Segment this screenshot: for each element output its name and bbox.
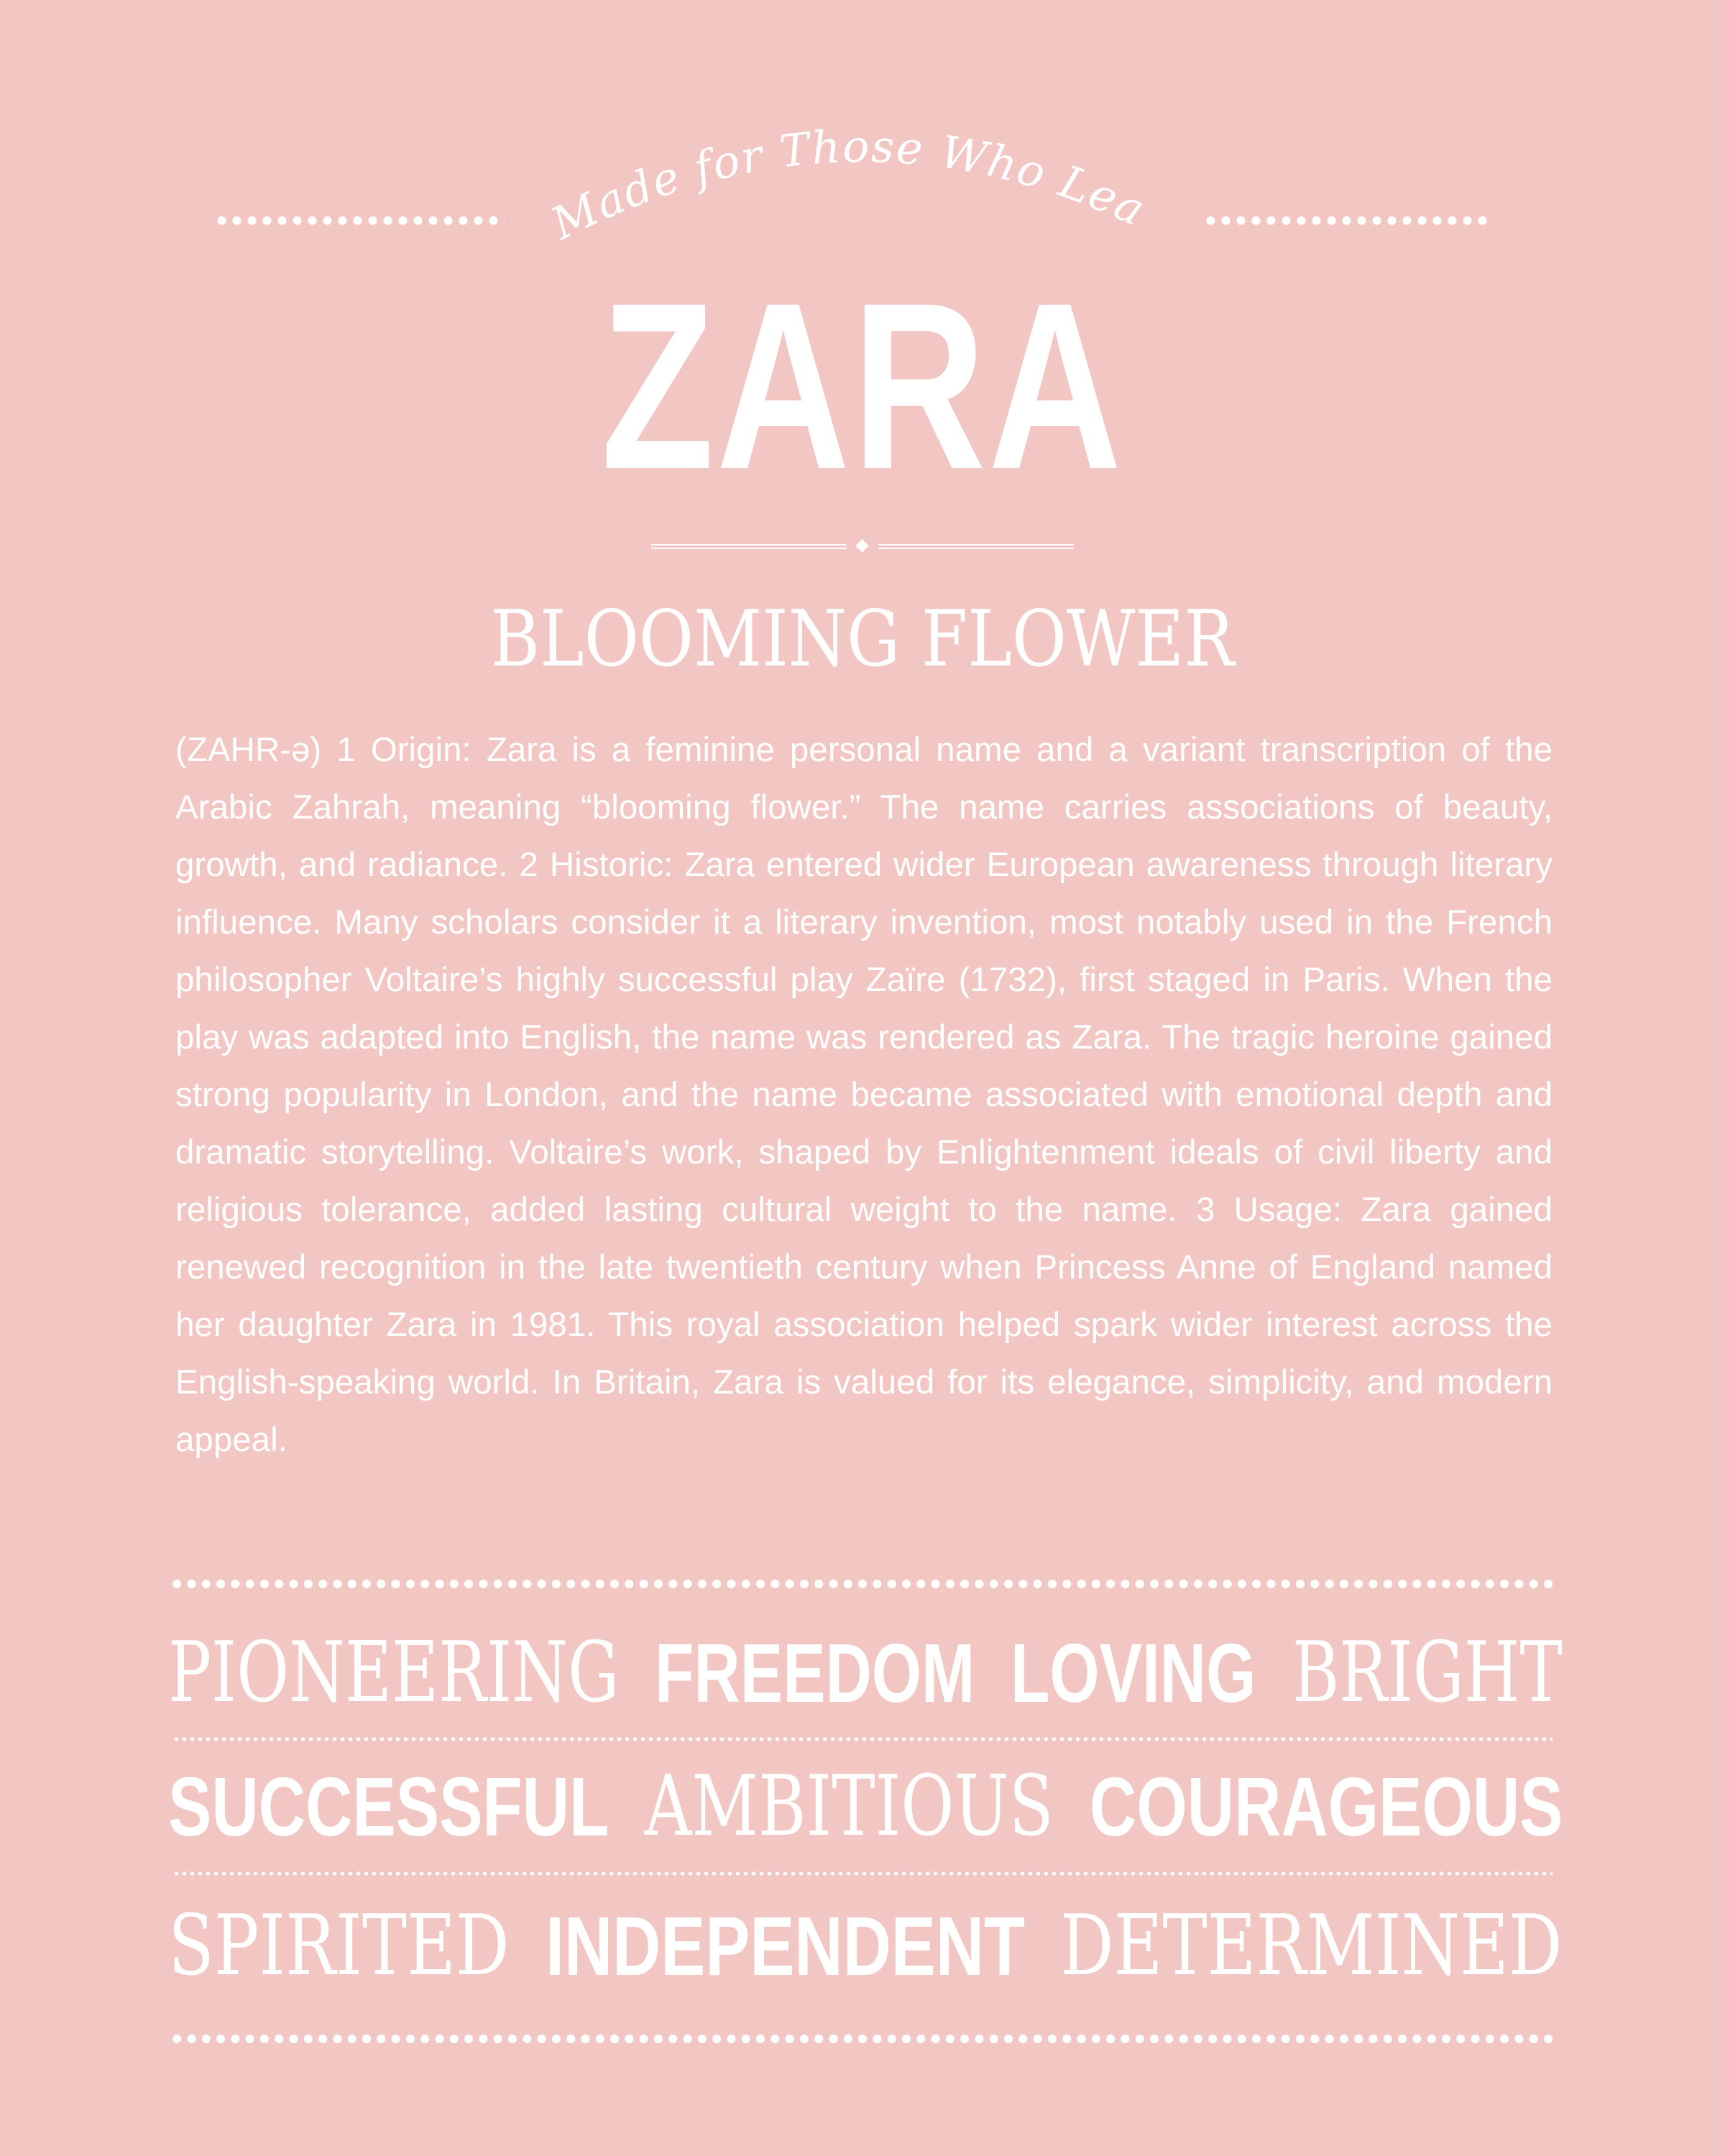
dotted-rule-right <box>1203 216 1494 226</box>
dotted-separator-1 <box>172 1737 1552 1741</box>
tagline: Made for Those Who Lead <box>531 73 1154 250</box>
trait-word: DETERMINED <box>1060 1897 1563 1994</box>
trait-word: PIONEERING <box>168 1624 620 1721</box>
name-description: (ZAHR-ə) 1 Origin: Zara is a feminine personal name and a variant transcription of the Arabic Zahrah, meaning “blooming flower.” The name carries associations of beauty, growth, and radiance. 2 Historic: Zara entered wider European awareness through literary influence. Many scholars consider it a literary invention, most notably used in the French philosopher Voltaire’s highly successful play Zaïre (1732), first staged in Paris. When the play was adapted into English, the name was rendered as Zara. The tragic heroine gained strong popularity in London, and the name became associated with emotional depth and dramatic storytelling. Voltaire’s work, shaped by Enlightenment ideals of civil liberty and religious tolerance, added lasting cultural weight to the name. 3 Usage: Zara gained renewed recognition in the late twentieth century when Princess Anne of England named her daughter Zara in 1981. This royal association helped spark wider interest across the English-speaking world. In Britain, Zara is valued for its elegance, simplicity, and modern appeal. <box>175 731 1552 1459</box>
diamond-icon <box>855 539 868 552</box>
trait-word: FREEDOM <box>655 1626 975 1720</box>
dotted-rule-top <box>170 1579 1557 1589</box>
dotted-rule-left <box>214 216 505 226</box>
trait-word: AMBITIOUS <box>645 1758 1054 1855</box>
traits-row-2 <box>168 1758 1563 1855</box>
trait-word: SPIRITED <box>168 1897 510 1994</box>
trait-word: BRIGHT <box>1292 1624 1563 1721</box>
dotted-rule-bottom <box>170 2034 1557 2044</box>
trait-word: INDEPENDENT <box>545 1899 1025 1993</box>
tagline-row <box>0 73 1725 250</box>
ornament-divider <box>651 540 1074 558</box>
ornament-line-right <box>878 544 1074 549</box>
tagline-text <box>531 73 1154 250</box>
traits-row-1 <box>168 1624 1563 1721</box>
trait-word: SUCCESSFUL <box>168 1760 610 1853</box>
traits-row-3 <box>168 1897 1563 1994</box>
name-meaning: BLOOMING FLOWER <box>490 594 1235 684</box>
trait-word: LOVING <box>1011 1626 1256 1720</box>
tagline-arc <box>531 73 1179 250</box>
name-title: ZARA <box>601 253 1124 518</box>
trait-word: COURAGEOUS <box>1089 1760 1563 1853</box>
ornament-line-left <box>651 544 847 549</box>
dotted-separator-2 <box>172 1871 1552 1876</box>
